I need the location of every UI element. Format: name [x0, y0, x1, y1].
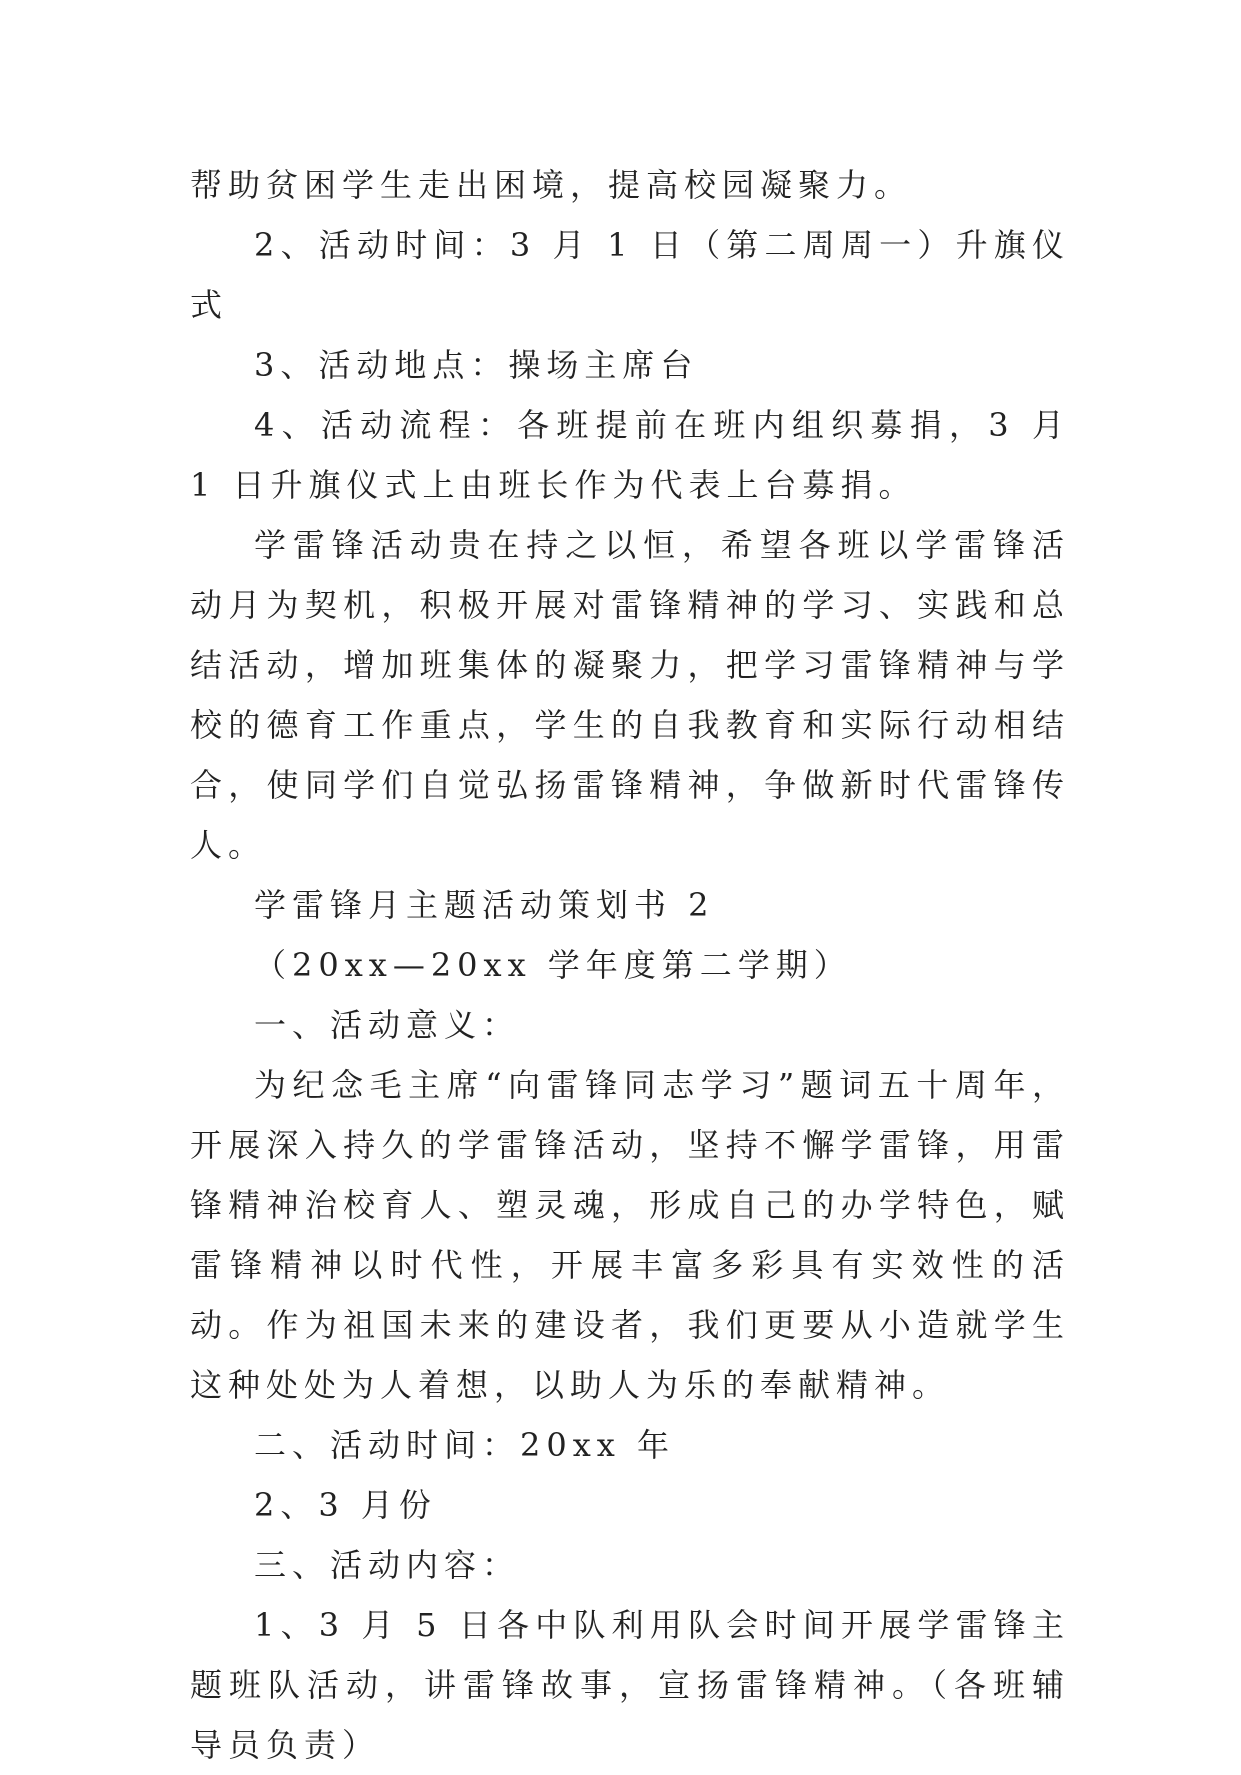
paragraph-activity-significance: 为纪念毛主席“向雷锋同志学习”题词五十周年，开展深入持久的学雷锋活动，坚持不懈学雷锋，用雷锋精神治校育人、塑灵魂，形成自己的办学特色，赋雷锋精神以时代性，开展丰富多彩具有实效性的活动。作为祖国未来的建设者，我们更要从小造就学生这种处处为人着想，以助人为乐的奉献精神。	[190, 1066, 1070, 1404]
paragraph-closing-remarks: 学雷锋活动贵在持之以恒，希望各班以学雷锋活动月为契机，积极开展对雷锋精神的学习、实践和总结活动，增加班集体的凝聚力，把学习雷锋精神与学校的德育工作重点，学生的自我教育和实际行动相结合，使同学们自觉弘扬雷锋精神，争做新时代雷锋传人。	[190, 526, 1070, 864]
paragraph-activity-process: 4、活动流程：各班提前在班内组织募捐，3 月 1 日升旗仪式上由班长作为代表上台募捐。	[190, 406, 1070, 504]
paragraph-content-item-1: 1、3 月 5 日各中队利用队会时间开展学雷锋主题班队活动，讲雷锋故事，宣扬雷锋精神。（各班辅导员负责）	[190, 1606, 1070, 1764]
heading-activity-significance: 一、活动意义：	[254, 1006, 521, 1044]
paragraph-activity-time: 2、活动时间：3 月 1 日（第二周周一）升旗仪式	[190, 226, 1070, 324]
heading-activity-time: 二、活动时间：20xx 年	[254, 1426, 675, 1464]
paragraph-intro-continuation: 帮助贫困学生走出困境，提高校园凝聚力。	[190, 166, 913, 204]
heading-activity-content: 三、活动内容：	[254, 1546, 521, 1584]
document-body	[190, 155, 1070, 1775]
paragraph-months: 2、3 月份	[254, 1486, 437, 1524]
section-subtitle: （20xx—20xx 学年度第二学期）	[254, 946, 852, 984]
paragraph-activity-location: 3、活动地点：操场主席台	[254, 346, 699, 384]
section-title: 学雷锋月主题活动策划书 2	[254, 886, 715, 924]
